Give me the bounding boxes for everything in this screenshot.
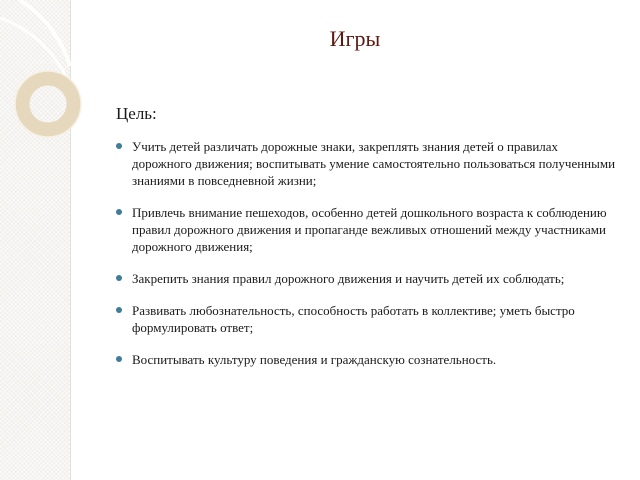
goal-heading: Цель: [116,104,157,123]
bullet-icon [116,143,122,149]
goal-item-text: Развивать любознательность, способность работать в коллективе; уметь быстро формулировать ответ; [132,303,575,335]
goal-item [116,270,616,287]
bullet-icon [116,307,122,313]
goal-item-text: Привлечь внимание пешеходов, особенно детей дошкольного возраста к соблюдению правил дорожного движения и пропаганде вежливых отношений между участниками дорожного движения; [132,205,607,254]
goal-item-text: Воспитывать культуру поведения и гражданскую сознательность. [132,352,497,367]
ring-ornament-icon [0,0,110,160]
slide-title: Игры [329,26,381,51]
bullet-icon [116,275,122,281]
goal-item [116,204,616,255]
goal-item [116,302,616,336]
goal-item-text: Закрепить знания правил дорожного движения и научить детей их соблюдать; [132,271,565,286]
bullet-icon [116,209,122,215]
goal-item [116,138,616,189]
goal-list [116,138,616,383]
bullet-icon [116,356,122,362]
goal-item-text: Учить детей различать дорожные знаки, закреплять знания детей о правилах дорожного движения; воспитывать умение самостоятельно пользоваться полученными знаниями в повседневной жизни; [132,139,616,188]
goal-item [116,351,616,368]
